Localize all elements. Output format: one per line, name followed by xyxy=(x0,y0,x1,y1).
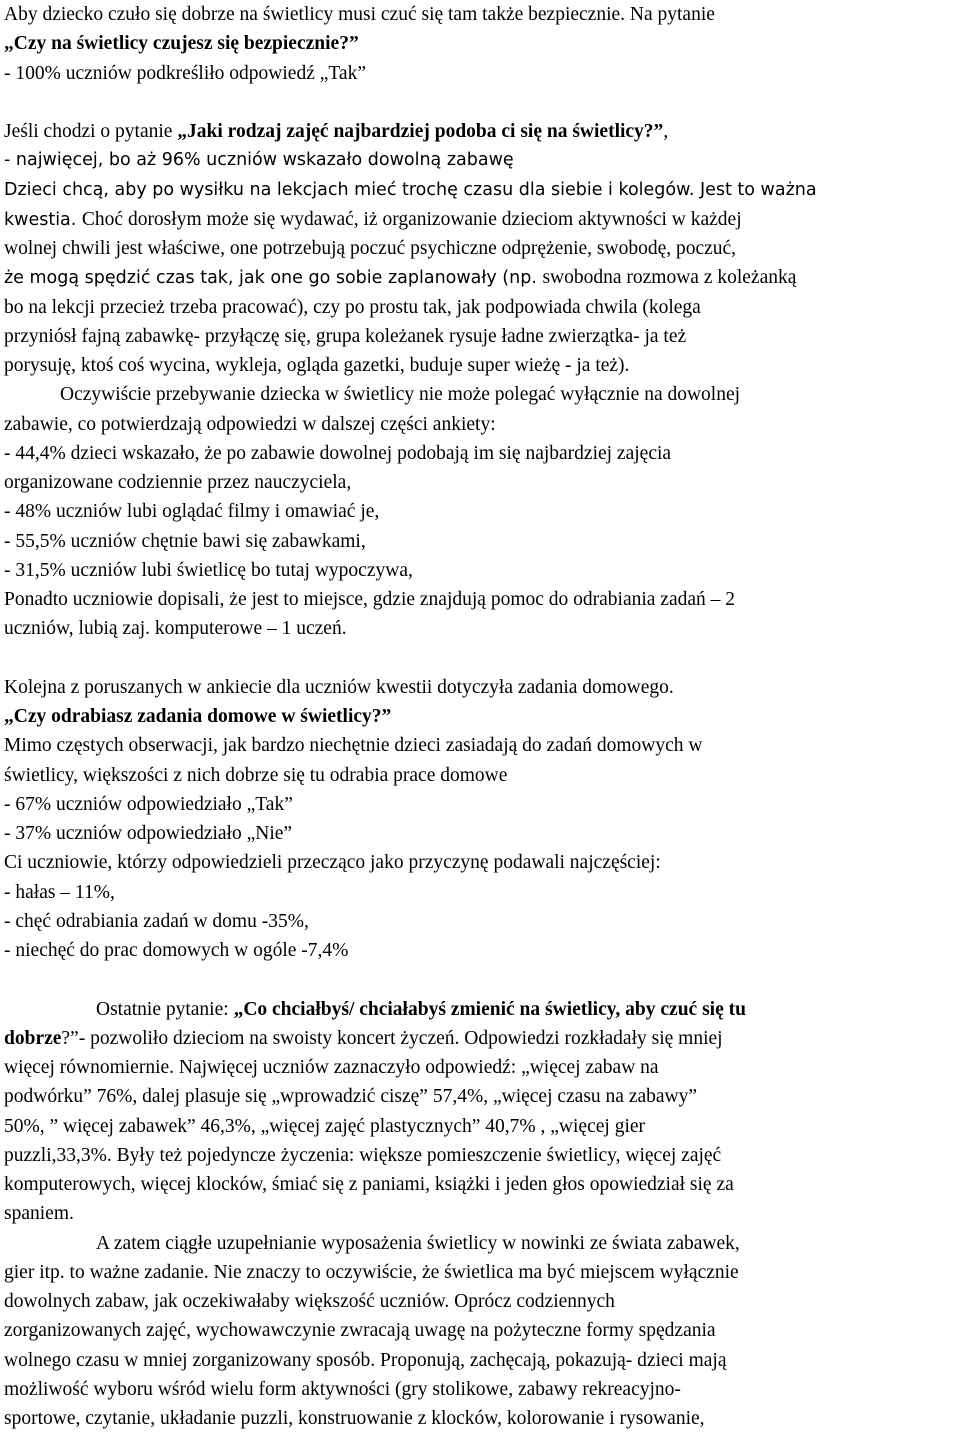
text-line: Ci uczniowie, którzy odpowiedzieli przecząco jako przyczynę podawali najczęściej: xyxy=(4,852,661,874)
text-line: bo na lekcji przecież trzeba pracować), czy po prostu tak, jak podpowiada chwila (kolega xyxy=(4,296,701,318)
text-line: Mimo częstych obserwacji, jak bardzo niechętnie dzieci zasiadają do zadań domowych w xyxy=(4,735,703,757)
text-line: że mogą spędzić czas tak, jak one go sobie zaplanowały (np. swobodna rozmowa z koleżanką xyxy=(4,267,797,289)
list-item: - 48% uczniów lubi oglądać filmy i omawiać je, xyxy=(4,501,380,523)
list-item: - hałas – 11%, xyxy=(4,881,115,903)
text-line: komputerowych, więcej klocków, śmiać się z paniami, książki i jeden głos opowiedział się za xyxy=(4,1174,734,1195)
paragraph-start: A zatem ciągłe uzupełnianie wyposażenia świetlicy w nowinki ze świata zabawek, xyxy=(96,1232,740,1254)
text-line: zorganizowanych zajęć, wychowawczynie zwracają uwagę na pożyteczne formy spędzania xyxy=(4,1320,716,1342)
text-line: sportowe, czytanie, układanie puzzli, konstruowanie z klocków, kolorowanie i rysowanie, xyxy=(4,1408,705,1429)
text-line: przyniósł fajną zabawkę- przyłączę się, grupa koleżanek rysuje ładne zwierzątka- ja też xyxy=(4,325,687,347)
list-item: - 31,5% uczniów lubi świetlicę bo tutaj wypoczywa, xyxy=(4,559,413,581)
list-item: - 55,5% uczniów chętnie bawi się zabawkami, xyxy=(4,530,366,552)
text-line: zabawie, co potwierdzają odpowiedzi w dalszej części ankiety: xyxy=(4,413,496,435)
text-line: puzzli,33,3%. Były też pojedyncze życzenia: większe pomieszczenie świetlicy, więcej zajęć xyxy=(4,1144,722,1166)
list-item: - niechęć do prac domowych w ogóle -7,4% xyxy=(4,940,349,961)
text-line: świetlicy, większości z nich dobrze się tu odrabia prace domowe xyxy=(4,764,508,786)
paragraph-start: Oczywiście przebywanie dziecka w świetlicy nie może polegać wyłącznie na dowolnej xyxy=(60,384,741,406)
text-line: dowolnych zabaw, jak oczekiwałaby większość uczniów. Oprócz codziennych xyxy=(4,1291,615,1312)
text-line: spaniem. xyxy=(4,1203,74,1225)
question-change-line: Ostatnie pytanie: „Co chciałbyś/ chciałabyś zmienić na świetlicy, aby czuć się tu xyxy=(96,998,746,1020)
text-line: kwestia. Choć dorosłym może się wydawać, iż organizowanie dzieciom aktywności w każdej xyxy=(4,208,742,230)
text-line: 50%, ” więcej zabawek” 46,3%, „więcej zajęć plastycznych” 40,7% , „więcej gier xyxy=(4,1115,646,1137)
text-line: gier itp. to ważne zadanie. Nie znaczy to oczywiście, że świetlica ma być miejscem wyłącznie xyxy=(4,1261,739,1283)
question-homework: „Czy odrabiasz zadania domowe w świetlicy?” xyxy=(4,706,392,727)
question-safety: „Czy na świetlicy czujesz się bezpiecznie?” xyxy=(4,33,359,55)
text-line: Ponadto uczniowie dopisali, że jest to miejsce, gdzie znajdują pomoc do odrabiania zadań – 2 xyxy=(4,589,736,610)
text-line: możliwość wyboru wśród wielu form aktywności (gry stolikowe, zabawy rekreacyjno- xyxy=(4,1378,681,1400)
list-item: - 37% uczniów odpowiedziało „Nie” xyxy=(4,823,293,844)
question-activities-line: Jeśli chodzi o pytanie „Jaki rodzaj zajęć najbardziej podoba ci się na świetlicy?”, xyxy=(4,121,669,142)
text-line: Dzieci chcą, aby po wysiłku na lekcjach mieć trochę czasu dla siebie i kolegów. Jest to ważna xyxy=(4,179,817,200)
text-line: Kolejna z poruszanych w ankiecie dla uczniów kwestii dotyczyła zadania domowego. xyxy=(4,676,674,698)
text-line: dobrze?”- pozwoliło dzieciom na swoisty koncert życzeń. Odpowiedzi rozkładały się mniej xyxy=(4,1027,723,1049)
text-line: wolnego czasu w mniej zorganizowany sposób. Proponują, zachęcają, pokazują- dzieci mają xyxy=(4,1349,727,1371)
text-line: wolnej chwili jest właściwe, one potrzebują poczuć psychiczne odprężenie, swobodę, poczuć, xyxy=(4,238,737,259)
list-item: - 44,4% dzieci wskazało, że po zabawie dowolnej podobają im się najbardziej zajęcia xyxy=(4,442,672,464)
list-item: - 67% uczniów odpowiedziało „Tak” xyxy=(4,793,293,815)
text-line: Aby dziecko czuło się dobrze na świetlicy musi czuć się tam także bezpiecznie. Na pytanie xyxy=(4,4,715,25)
list-item: - chęć odrabiania zadań w domu -35%, xyxy=(4,910,309,932)
text-line: - 100% uczniów podkreśliło odpowiedź „Tak” xyxy=(4,62,366,84)
text-line: podwórku” 76%, dalej plasuje się „wprowadzić ciszę” 57,4%, „więcej czasu na zabawy” xyxy=(4,1086,698,1108)
text-line: porysuję, ktoś coś wycina, wykleja, ogląda gazetki, buduje super wieżę - ja też). xyxy=(4,355,630,376)
text-line: uczniów, lubią zaj. komputerowe – 1 uczeń. xyxy=(4,618,347,640)
text-line: - najwięcej, bo aż 96% uczniów wskazało dowolną zabawę xyxy=(4,150,514,171)
text-line: organizowane codziennie przez nauczyciela, xyxy=(4,472,352,493)
text-line: więcej równomiernie. Najwięcej uczniów zaznaczyło odpowiedź: „więcej zabaw na xyxy=(4,1057,659,1078)
